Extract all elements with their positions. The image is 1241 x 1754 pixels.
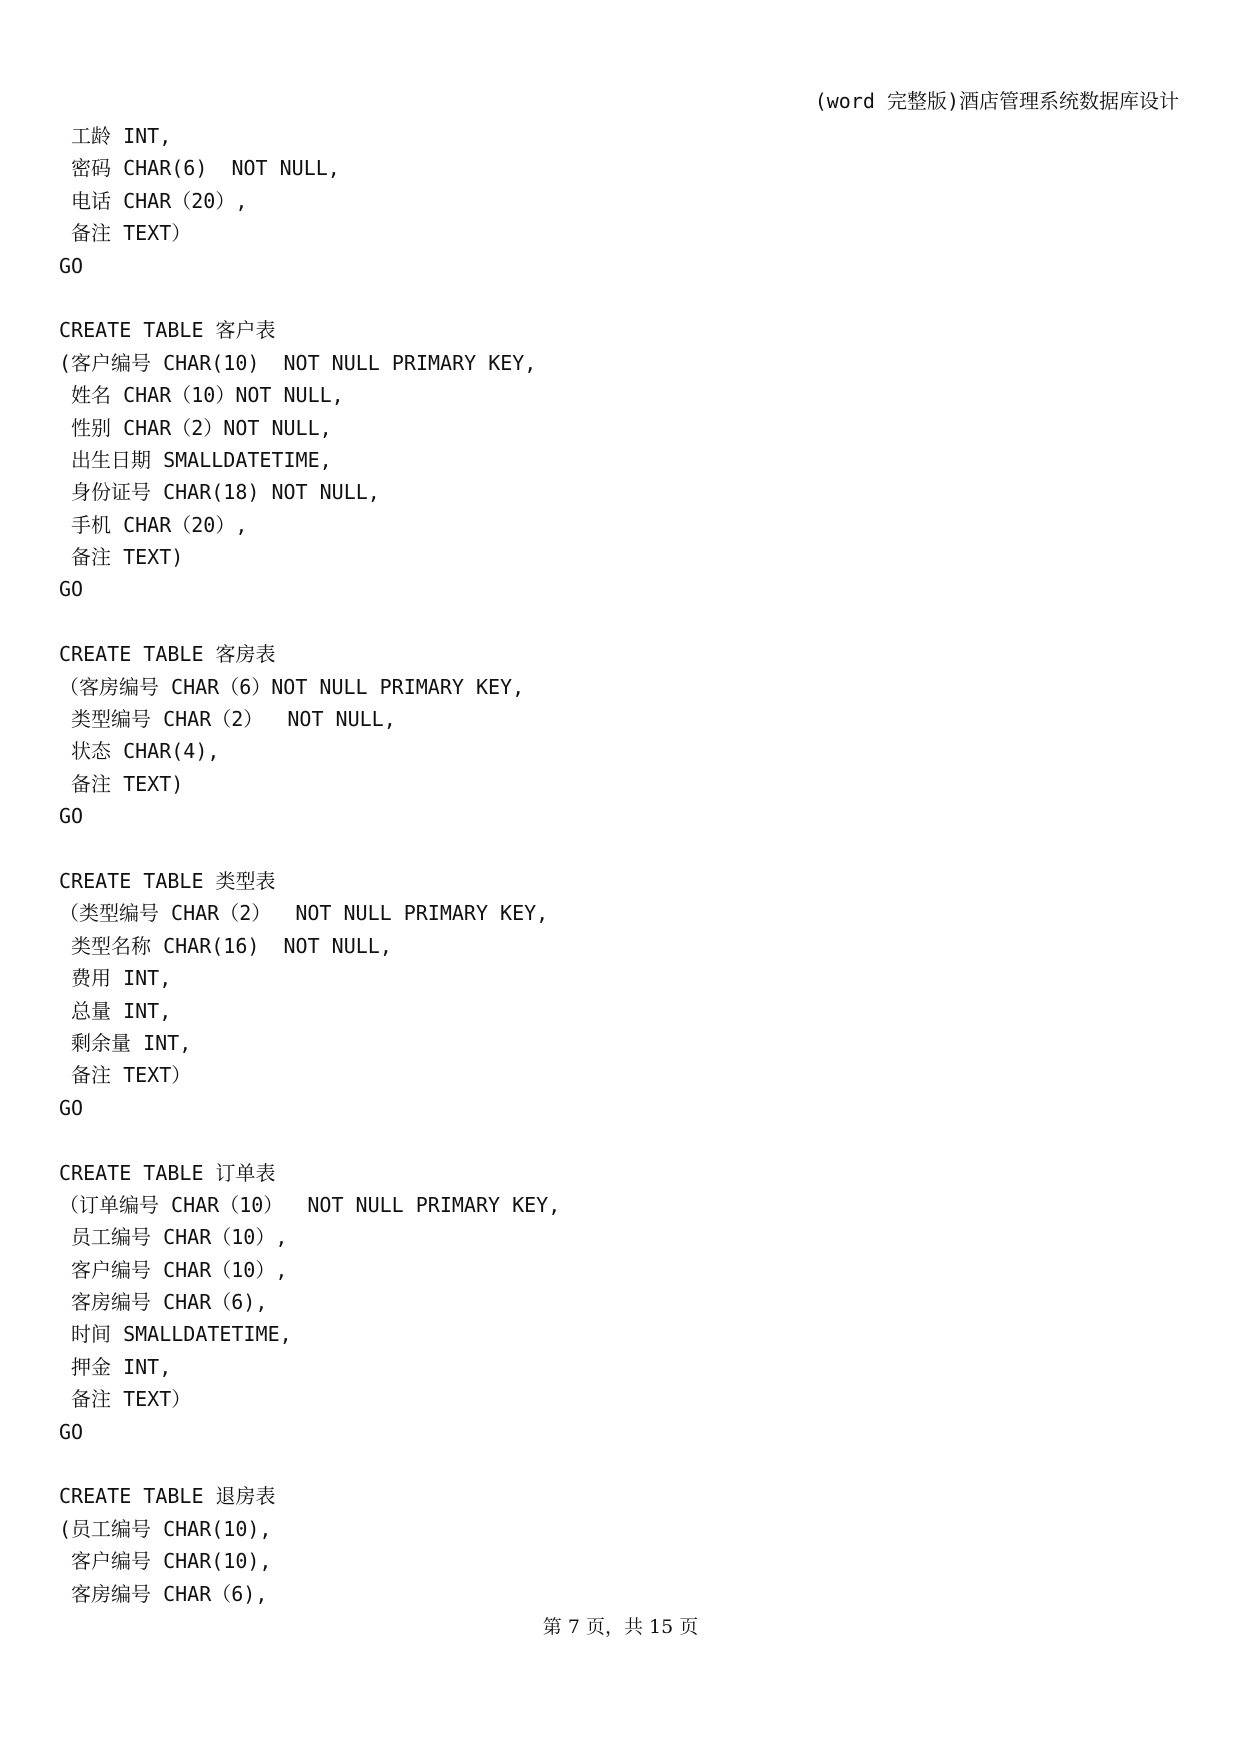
code-line: 费用 INT, [59, 966, 172, 991]
code-line: 备注 TEXT) [59, 771, 184, 796]
code-line: 客房编号 CHAR（6), [59, 1290, 268, 1315]
code-line: 电话 CHAR（20）, [59, 188, 248, 213]
code-line: 身份证号 CHAR(18) NOT NULL, [59, 480, 380, 505]
code-line: 手机 CHAR（20）, [59, 512, 248, 537]
page-header-title: (word 完整版)酒店管理系统数据库设计 [814, 89, 1179, 113]
code-line [59, 1448, 1179, 1480]
code-line: 密码 CHAR(6) NOT NULL, [59, 156, 340, 181]
code-line: GO [59, 804, 84, 829]
code-line: 姓名 CHAR（10）NOT NULL, [59, 383, 344, 408]
code-line: 工龄 INT, [59, 124, 172, 148]
code-line: 备注 TEXT） [59, 1387, 192, 1412]
code-line [59, 1124, 1179, 1156]
code-line: GO [59, 1419, 84, 1444]
code-line: 类型编号 CHAR（2） NOT NULL, [59, 707, 396, 732]
code-line: 备注 TEXT） [59, 1063, 192, 1088]
code-line: CREATE TABLE 客房表 [59, 642, 276, 667]
code-line: 员工编号 CHAR（10）, [59, 1225, 288, 1250]
code-line: 剩余量 INT, [59, 1030, 192, 1055]
code-line: (员工编号 CHAR(10), [59, 1516, 272, 1541]
code-line: CREATE TABLE 客户表 [59, 318, 276, 343]
code-line: 押金 INT, [59, 1354, 172, 1379]
code-line: GO [59, 577, 84, 602]
code-line: 客户编号 CHAR(10), [59, 1549, 272, 1574]
page-number: 第 7 页，共 15 页 [542, 1616, 699, 1638]
code-line: 时间 SMALLDATETIME, [59, 1322, 292, 1347]
code-line: 总量 INT, [59, 998, 172, 1023]
code-line: (客户编号 CHAR(10) NOT NULL PRIMARY KEY, [59, 350, 537, 375]
code-line: 客户编号 CHAR（10）, [59, 1257, 288, 1282]
code-line [59, 833, 1179, 865]
sql-code-block [59, 120, 1179, 1610]
code-line: 客房编号 CHAR（6), [59, 1581, 268, 1606]
code-line: GO [59, 1095, 84, 1120]
code-line: 性别 CHAR（2）NOT NULL, [59, 415, 332, 440]
code-line: CREATE TABLE 退房表 [59, 1484, 276, 1509]
code-line: 状态 CHAR(4), [59, 739, 220, 764]
code-line: （类型编号 CHAR（2） NOT NULL PRIMARY KEY, [59, 901, 549, 926]
code-line: CREATE TABLE 订单表 [59, 1160, 276, 1185]
code-line: 备注 TEXT） [59, 221, 192, 246]
code-line: CREATE TABLE 类型表 [59, 868, 276, 893]
code-line: 类型名称 CHAR(16) NOT NULL, [59, 933, 392, 958]
code-line: （客房编号 CHAR（6）NOT NULL PRIMARY KEY, [59, 674, 525, 699]
code-line: （订单编号 CHAR（10） NOT NULL PRIMARY KEY, [59, 1192, 561, 1217]
code-line [59, 606, 1179, 638]
code-line [59, 282, 1179, 314]
code-line: 备注 TEXT) [59, 545, 184, 570]
code-line: 出生日期 SMALLDATETIME, [59, 447, 332, 472]
code-line: GO [59, 253, 84, 278]
